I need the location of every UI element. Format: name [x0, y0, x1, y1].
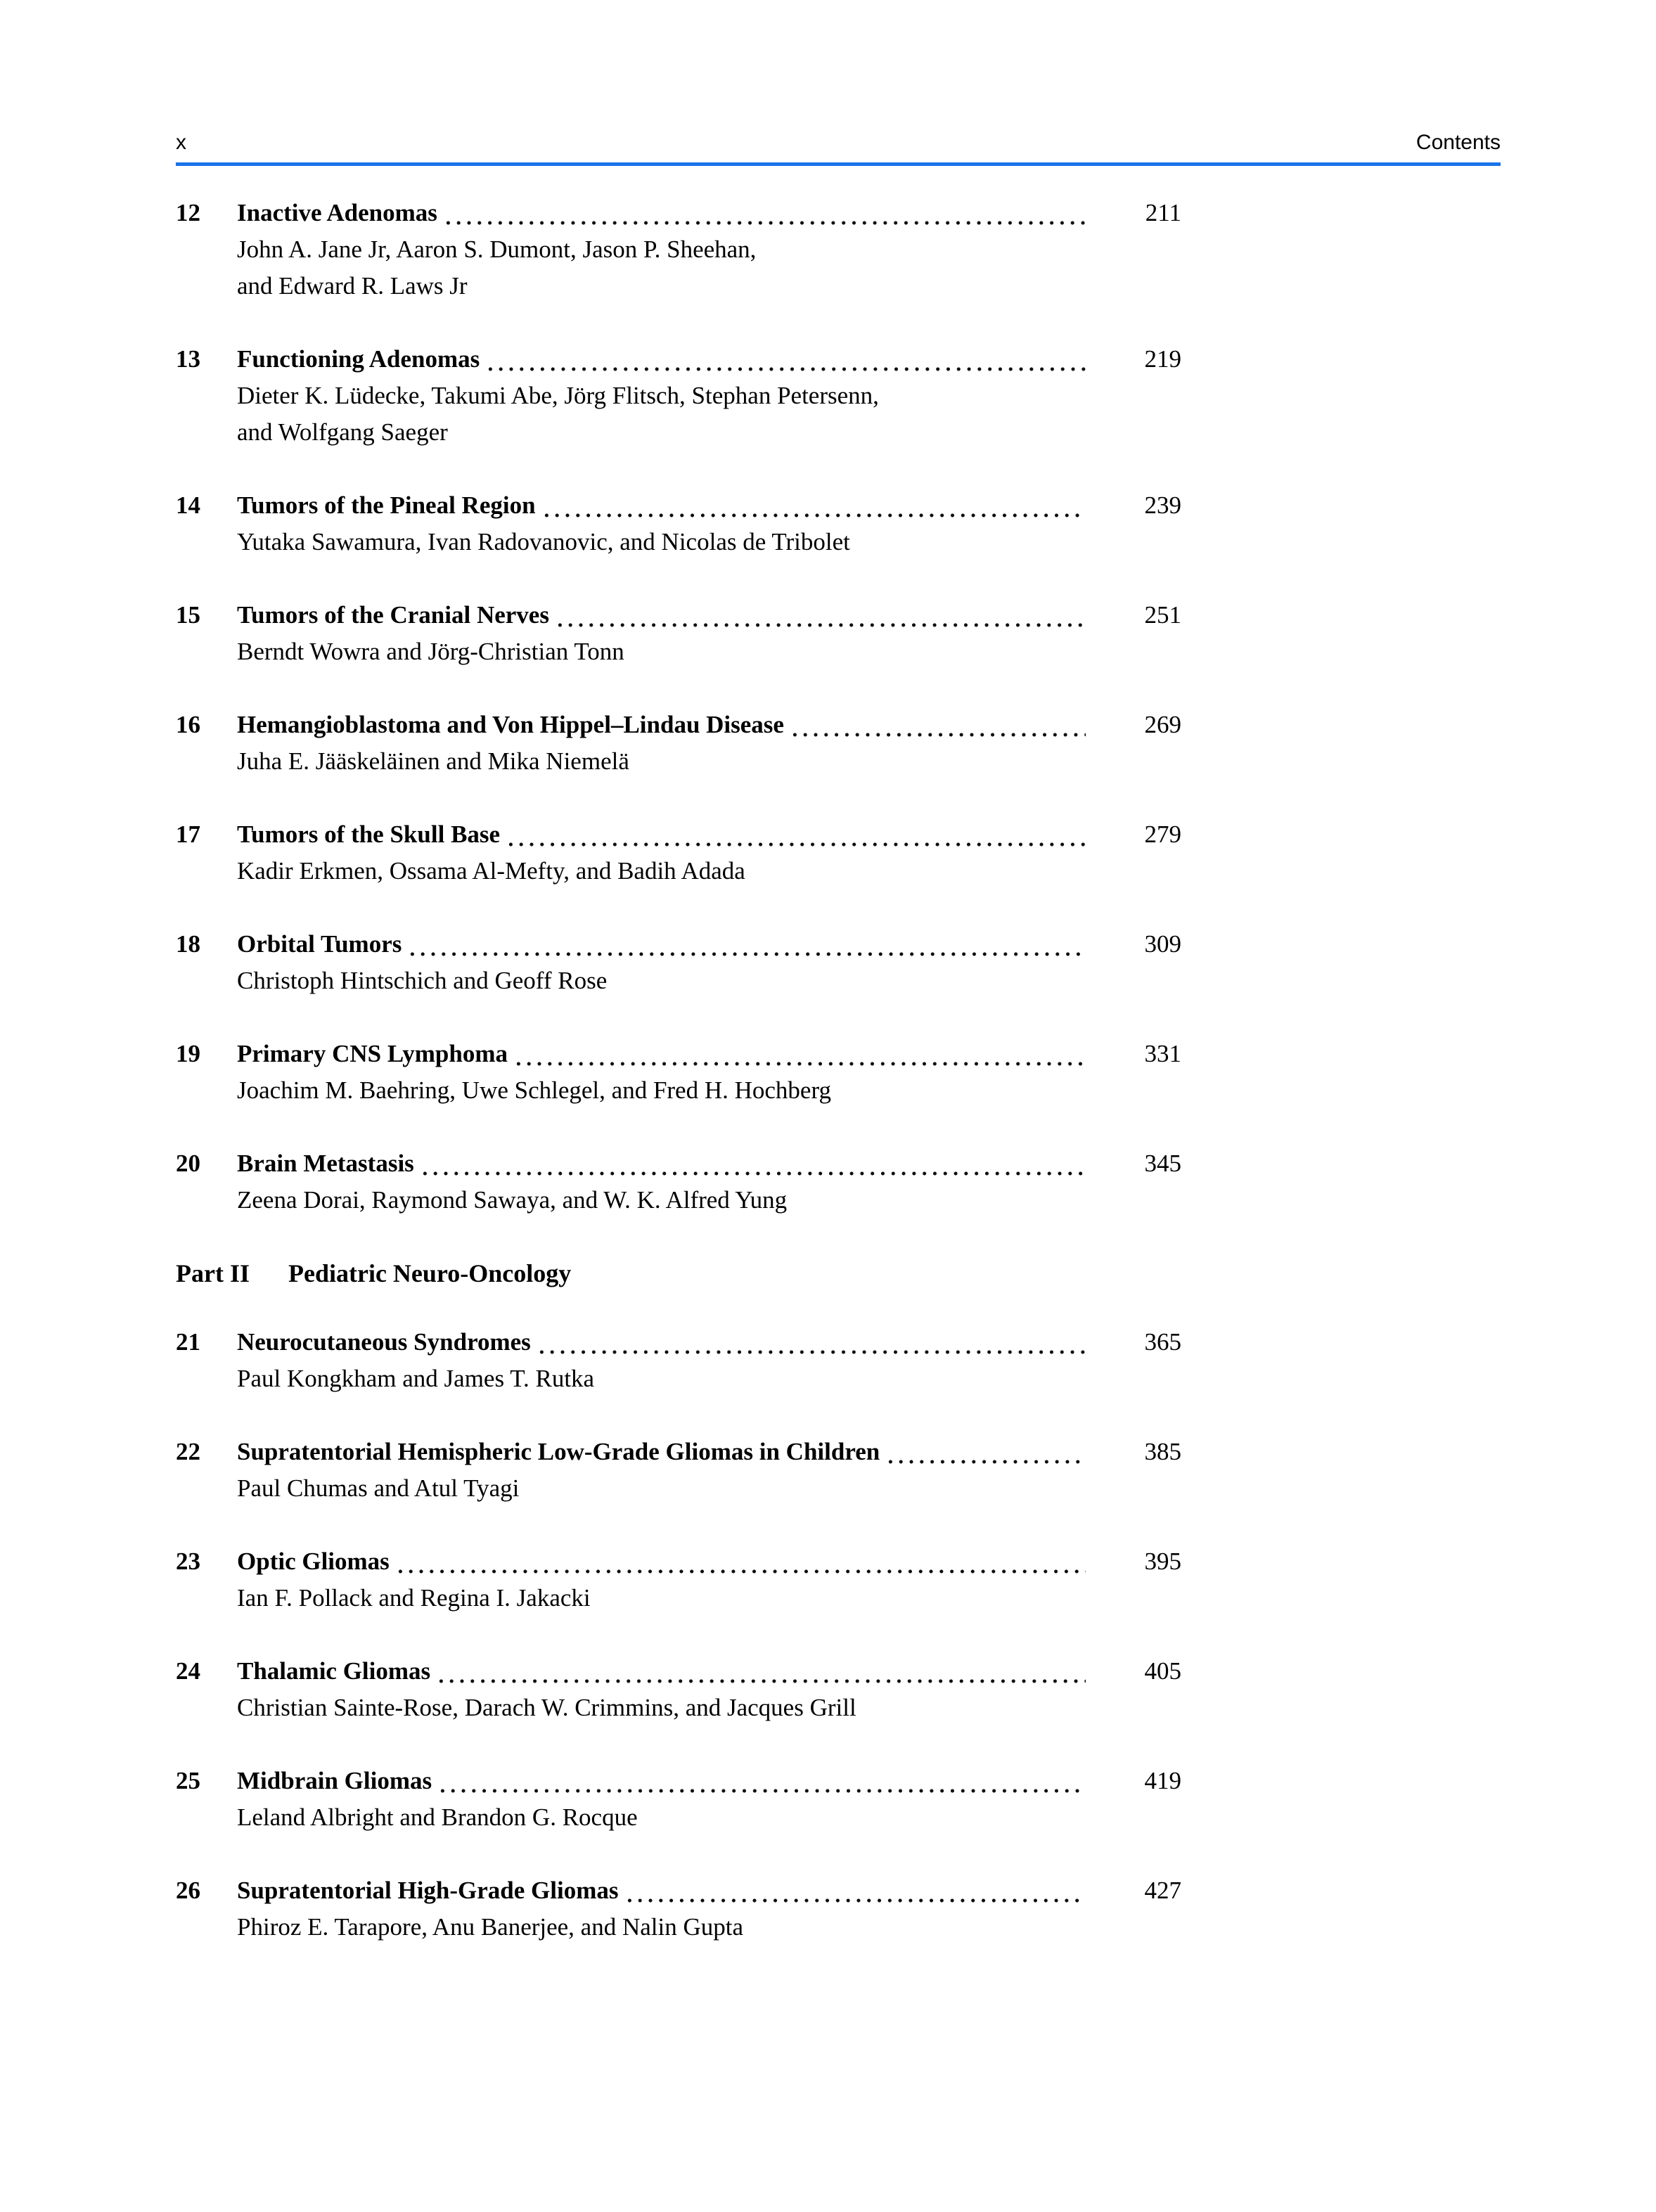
- chapter-number: 14: [176, 491, 200, 519]
- chapter-title: Inactive Adenomas: [237, 199, 437, 226]
- toc-entry-row: [176, 1324, 1181, 1361]
- chapter-number: 26: [176, 1877, 200, 1904]
- toc-entry: [176, 1653, 1181, 1726]
- page-number: 219: [1144, 345, 1181, 373]
- chapter-number: 24: [176, 1657, 200, 1685]
- toc-entry: [176, 1145, 1181, 1218]
- chapter-number: 16: [176, 711, 200, 738]
- page-number: 269: [1144, 711, 1181, 738]
- dot-leader: [790, 728, 1086, 737]
- toc-entry-row: [176, 707, 1181, 743]
- page-number: 331: [1144, 1040, 1181, 1067]
- dot-leader: [436, 1675, 1086, 1683]
- toc-entry-row: [176, 1036, 1181, 1072]
- page-number: 251: [1144, 601, 1181, 629]
- chapter-title: Thalamic Gliomas: [237, 1657, 431, 1685]
- toc-entry: [176, 1324, 1181, 1397]
- chapter-title: Supratentorial High-Grade Gliomas: [237, 1877, 619, 1904]
- chapter-number: 21: [176, 1328, 200, 1356]
- toc-list: [176, 195, 1181, 1982]
- chapter-authors: and Edward R. Laws Jr: [237, 272, 468, 300]
- dot-leader: [437, 1785, 1086, 1793]
- dot-leader: [541, 509, 1086, 517]
- chapter-authors: Ian F. Pollack and Regina I. Jakacki: [237, 1584, 591, 1612]
- chapter-number: 17: [176, 821, 200, 848]
- chapter-authors: Juha E. Jääskeläinen and Mika Niemelä: [237, 747, 629, 775]
- page-number: 211: [1145, 199, 1181, 226]
- chapter-number: 23: [176, 1548, 200, 1575]
- chapter-authors: Kadir Erkmen, Ossama Al-Mefty, and Badih Adada: [237, 857, 745, 885]
- toc-entry-row: [176, 1434, 1181, 1470]
- header-rule: [176, 162, 1501, 166]
- chapter-authors: Berndt Wowra and Jörg-Christian Tonn: [237, 638, 624, 665]
- chapter-number: 12: [176, 199, 200, 226]
- dot-leader: [885, 1455, 1086, 1464]
- chapter-authors: Paul Kongkham and James T. Rutka: [237, 1365, 595, 1392]
- page-number: 385: [1144, 1438, 1181, 1465]
- page-number: 345: [1144, 1150, 1181, 1177]
- page-number: 395: [1144, 1548, 1181, 1575]
- page-number: 309: [1144, 930, 1181, 958]
- toc-entry: [176, 1036, 1181, 1109]
- chapter-authors: Christian Sainte-Rose, Darach W. Crimmins, and Jacques Grill: [237, 1694, 856, 1721]
- chapter-title: Tumors of the Pineal Region: [237, 491, 536, 519]
- part-label: Part II: [176, 1259, 250, 1287]
- toc-entry: [176, 1434, 1181, 1507]
- chapter-authors: Paul Chumas and Atul Tyagi: [237, 1474, 520, 1502]
- chapter-authors: Dieter K. Lüdecke, Takumi Abe, Jörg Flitsch, Stephan Petersenn,: [237, 382, 879, 409]
- chapter-title: Neurocutaneous Syndromes: [237, 1328, 531, 1356]
- chapter-authors: Leland Albright and Brandon G. Rocque: [237, 1803, 638, 1831]
- part-title: Pediatric Neuro-Oncology: [288, 1259, 572, 1287]
- toc-entry-row: [176, 487, 1181, 524]
- chapter-title: Orbital Tumors: [237, 930, 402, 958]
- dot-leader: [395, 1565, 1086, 1574]
- chapter-authors: Phiroz E. Tarapore, Anu Banerjee, and Nalin Gupta: [237, 1913, 744, 1941]
- chapter-title: Optic Gliomas: [237, 1548, 390, 1575]
- dot-leader: [407, 948, 1086, 956]
- chapter-authors: Zeena Dorai, Raymond Sawaya, and W. K. Alfred Yung: [237, 1186, 788, 1214]
- chapter-title: Hemangioblastoma and Von Hippel–Lindau Disease: [237, 711, 784, 738]
- chapter-number: 22: [176, 1438, 200, 1465]
- toc-entry-row: [176, 597, 1181, 634]
- toc-entry-row: [176, 1872, 1181, 1909]
- chapter-title: Brain Metastasis: [237, 1150, 414, 1177]
- page-number: 419: [1144, 1767, 1181, 1794]
- chapter-title: Tumors of the Skull Base: [237, 821, 501, 848]
- toc-entry: [176, 487, 1181, 560]
- running-page-number: x: [176, 131, 186, 154]
- toc-entry: [176, 1872, 1181, 1946]
- chapter-number: 15: [176, 601, 200, 629]
- page-header: [176, 131, 1501, 155]
- part-heading: [176, 1255, 1181, 1292]
- chapter-authors: John A. Jane Jr, Aaron S. Dumont, Jason P. Sheehan,: [237, 236, 757, 263]
- toc-entry: [176, 195, 1181, 304]
- chapter-number: 25: [176, 1767, 200, 1794]
- chapter-authors: Joachim M. Baehring, Uwe Schlegel, and Fred H. Hochberg: [237, 1076, 831, 1104]
- dot-leader: [513, 1057, 1086, 1066]
- toc-entry-row: [176, 1763, 1181, 1799]
- dot-leader: [420, 1167, 1086, 1176]
- toc-entry: [176, 1763, 1181, 1836]
- page-number: 279: [1144, 821, 1181, 848]
- toc-entry: [176, 597, 1181, 670]
- dot-leader: [506, 838, 1086, 847]
- chapter-title: Tumors of the Cranial Nerves: [237, 601, 549, 629]
- dot-leader: [555, 619, 1086, 627]
- chapter-title: Primary CNS Lymphoma: [237, 1040, 508, 1067]
- toc-entry-row: [176, 1145, 1181, 1182]
- toc-entry-row: [176, 926, 1181, 963]
- chapter-number: 13: [176, 345, 200, 373]
- page-number: 405: [1144, 1657, 1181, 1685]
- chapter-number: 19: [176, 1040, 200, 1067]
- dot-leader: [443, 217, 1086, 225]
- toc-entry-row: [176, 816, 1181, 853]
- page-number: 239: [1144, 491, 1181, 519]
- running-title: Contents: [1416, 131, 1501, 154]
- toc-entry: [176, 816, 1181, 889]
- toc-entry-row: [176, 1543, 1181, 1580]
- chapter-number: 18: [176, 930, 200, 958]
- dot-leader: [624, 1894, 1086, 1903]
- chapter-number: 20: [176, 1150, 200, 1177]
- chapter-authors: Christoph Hintschich and Geoff Rose: [237, 967, 608, 994]
- toc-entry-row: [176, 195, 1181, 231]
- toc-entry-row: [176, 1653, 1181, 1690]
- toc-entry: [176, 707, 1181, 780]
- chapter-authors: Yutaka Sawamura, Ivan Radovanovic, and Nicolas de Tribolet: [237, 528, 850, 555]
- toc-entry: [176, 926, 1181, 999]
- dot-leader: [485, 363, 1086, 371]
- page-number: 427: [1144, 1877, 1181, 1904]
- chapter-title: Supratentorial Hemispheric Low-Grade Gliomas in Children: [237, 1438, 880, 1465]
- chapter-authors: and Wolfgang Saeger: [237, 418, 448, 446]
- page-number: 365: [1144, 1328, 1181, 1356]
- chapter-title: Functioning Adenomas: [237, 345, 480, 373]
- toc-entry: [176, 341, 1181, 451]
- toc-entry: [176, 1543, 1181, 1616]
- dot-leader: [537, 1346, 1086, 1354]
- toc-entry-row: [176, 341, 1181, 378]
- chapter-title: Midbrain Gliomas: [237, 1767, 432, 1794]
